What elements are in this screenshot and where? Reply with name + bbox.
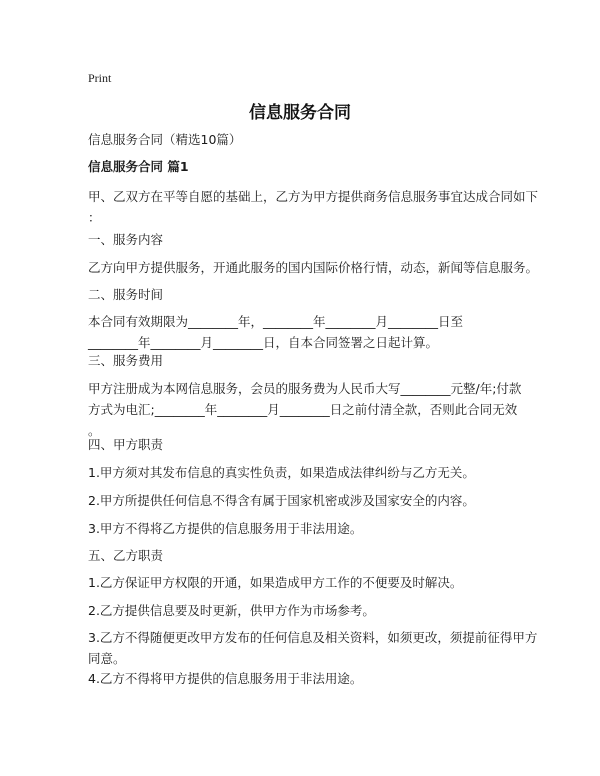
paragraph-service-fee <box>88 378 522 441</box>
page-title: 信息服务合同 <box>249 103 351 123</box>
paragraph-line: 方式为电汇;________年________月________日之前付清全款，否则此合同无效 <box>88 402 518 417</box>
section-heading: 信息服务合同 篇1 <box>88 159 189 174</box>
paragraph-line: 甲方注册成为本网信息服务，会员的服务费为人民币大写________元整/年;付款 <box>88 381 522 396</box>
paragraph-service-time <box>88 311 518 353</box>
party-b-duty-3 <box>88 627 538 669</box>
party-b-duty-1: 1.乙方保证甲方权限的开通，如果造成甲方工作的不便要及时解决。 <box>88 575 463 590</box>
heading-service-time: 二、服务时间 <box>88 287 164 302</box>
print-label: Print <box>88 71 112 85</box>
party-a-duty-3: 3.甲方不得将乙方提供的信息服务用于非法用途。 <box>88 521 363 536</box>
paragraph-line: 本合同有效期限为________年，________年________月________日至 <box>88 314 464 329</box>
paragraph-line: 3.乙方不得随便更改甲方发布的任何信息及相关资料，如须更改，须提前征得甲方 <box>88 630 538 645</box>
paragraph-line: 。 <box>88 423 101 438</box>
document-subtitle: 信息服务合同（精选10篇） <box>88 132 242 147</box>
party-b-duty-2: 2.乙方提供信息要及时更新，供甲方作为市场参考。 <box>88 603 375 618</box>
party-a-duty-1: 1.甲方须对其发布信息的真实性负责，如果造成法律纠纷与乙方无关。 <box>88 465 475 480</box>
heading-party-a-duties: 四、甲方职责 <box>88 437 164 452</box>
heading-party-b-duties: 五、乙方职责 <box>88 548 164 563</box>
paragraph-line: 甲、乙双方在平等自愿的基础上，乙方为甲方提供商务信息服务事宜达成合同如下 <box>88 189 539 204</box>
heading-service-fee: 三、服务费用 <box>88 353 164 368</box>
paragraph-line: 同意。 <box>88 651 126 666</box>
paragraph-line: ： <box>88 210 101 225</box>
paragraph-service-content: 乙方向甲方提供服务，开通此服务的国内国际价格行情，动态，新闻等信息服务。 <box>88 260 539 275</box>
party-a-duty-2: 2.甲方所提供任何信息不得含有属于国家机密或涉及国家安全的内容。 <box>88 493 475 508</box>
heading-service-content: 一、服务内容 <box>88 232 164 247</box>
paragraph-line: ________年________月________日，自本合同签署之日起计算。 <box>88 335 439 350</box>
paragraph-intro <box>88 186 539 228</box>
party-b-duty-4: 4.乙方不得将甲方提供的信息服务用于非法用途。 <box>88 671 363 686</box>
